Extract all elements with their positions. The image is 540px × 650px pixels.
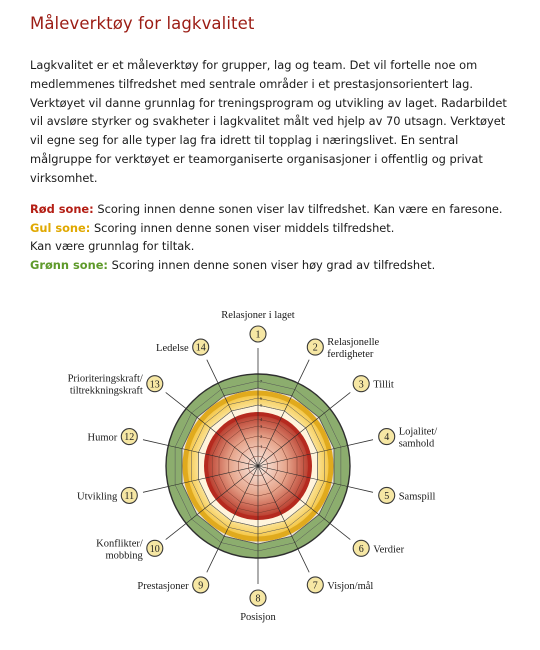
axis-5	[379, 487, 436, 503]
scale-tick-label: 4	[260, 417, 263, 422]
zone-green-text: Scoring innen denne sonen viser høy grad av tilfredshet.	[107, 258, 436, 273]
axis-label: Prestasjoner	[137, 580, 189, 592]
badge-connector	[298, 549, 309, 572]
badge-connector	[166, 523, 186, 539]
axis-number: 2	[312, 342, 318, 354]
zone-green-label: Grønn sone:	[30, 258, 108, 273]
axis-14	[156, 339, 209, 355]
axis-label: Prioriteringskraft/	[67, 373, 143, 385]
axis-number: 3	[358, 379, 364, 391]
axis-label: Posisjon	[240, 612, 276, 623]
badge-connector	[143, 440, 168, 446]
axis-number: 12	[124, 432, 135, 444]
axis-number: 5	[384, 491, 390, 502]
zone-yellow-text: Scoring innen denne sonen viser middels tilfredshet.	[90, 220, 395, 235]
axis-label: Relasjonelle	[327, 337, 380, 349]
axis-label: Tillit	[373, 379, 394, 391]
axis-number: 4	[384, 432, 390, 444]
axis-label: Konflikter/	[96, 538, 143, 550]
axis-label: mobbing	[105, 550, 143, 562]
badge-connector	[298, 360, 309, 383]
axis-number: 7	[312, 580, 318, 592]
axis-number: 14	[195, 342, 206, 354]
scale-tick-label: 1	[260, 444, 263, 449]
badge-connector	[143, 487, 168, 493]
zone-yellow-label: Gul sone:	[30, 220, 91, 235]
axis-label: Ledelse	[156, 343, 189, 355]
zone-legend	[30, 200, 520, 275]
axis-label: Relasjoner i laget	[221, 310, 295, 321]
axis-label: Verdier	[373, 544, 405, 556]
scale-tick-label: 2	[260, 434, 263, 439]
badge-connector	[207, 549, 218, 572]
axis-number: 9	[198, 580, 204, 592]
axis-1	[221, 310, 295, 342]
badge-connector	[207, 360, 218, 383]
axis-9	[137, 577, 208, 593]
scale-tick-label: 3	[260, 424, 263, 429]
axis-8	[240, 590, 276, 623]
axis-number: 6	[358, 543, 364, 555]
radar-diagram	[60, 300, 480, 640]
page-title: Måleverktøy for lagkvalitet	[30, 14, 255, 33]
axis-13	[68, 374, 163, 397]
intro-paragraph: Lagkvalitet er et måleverktøy for grupper, lag og team. Det vil fortelle noe om medlemmenes tilfredshet med sentrale områder i et prestasjonsorientert lag. Verktøyet vil danne grunnlag for treningsprogram og utvikling av laget. Radarbildet vil avsløre styrker og svakheter i lagkvalitet målt ved hjelp av 70 utsagn. Verktøyet vil egne seg for alle typer lag fra idrett til topplag i næringslivet. En sentral målgruppe for verktøyet er teamorganiserte organisasjoner i offentlig og privat virksomhet.	[30, 58, 507, 185]
axis-label: Lojalitet/	[398, 426, 438, 438]
badge-connector	[348, 440, 373, 446]
scale-tick-label: 6	[260, 396, 263, 401]
axis-number: 13	[149, 379, 160, 391]
axis-4	[379, 427, 438, 450]
zone-yellow-line	[30, 219, 520, 238]
axis-number: 8	[255, 593, 261, 605]
badge-connector	[330, 523, 350, 539]
badge-connector	[166, 392, 186, 408]
zone-red-label: Rød sone:	[30, 202, 94, 216]
axis-number: 1	[255, 329, 261, 341]
axis-12	[88, 429, 138, 445]
scale-tick-label: 7	[260, 379, 263, 384]
zone-red-text: Scoring innen denne sonen viser lav tilfredshet. Kan være en faresone.	[93, 202, 503, 216]
axis-number: 11	[124, 491, 135, 502]
axis-label: Samspill	[398, 491, 436, 503]
axis-label: samhold	[398, 438, 435, 450]
axis-label: Utvikling	[77, 491, 118, 503]
zone-red-line	[30, 200, 520, 219]
zone-yellow-extra: Kan være grunnlag for tiltak.	[30, 239, 195, 254]
axis-3	[353, 376, 394, 392]
badge-connector	[348, 487, 373, 493]
scale-tick-label: 5	[260, 403, 263, 408]
axis-number: 10	[149, 543, 160, 555]
axis-label: Humor	[87, 432, 118, 444]
axis-label: tiltrekkningskraft	[69, 385, 143, 397]
axis-label: Visjon/mål	[327, 580, 374, 592]
axis-6	[353, 540, 404, 556]
axis-7	[307, 577, 373, 593]
zone-green-line	[30, 256, 520, 275]
axis-10	[96, 538, 163, 561]
axis-11	[77, 487, 137, 503]
axis-2	[307, 337, 379, 360]
badge-connector	[330, 392, 350, 408]
axis-label: ferdigheter	[327, 349, 374, 361]
